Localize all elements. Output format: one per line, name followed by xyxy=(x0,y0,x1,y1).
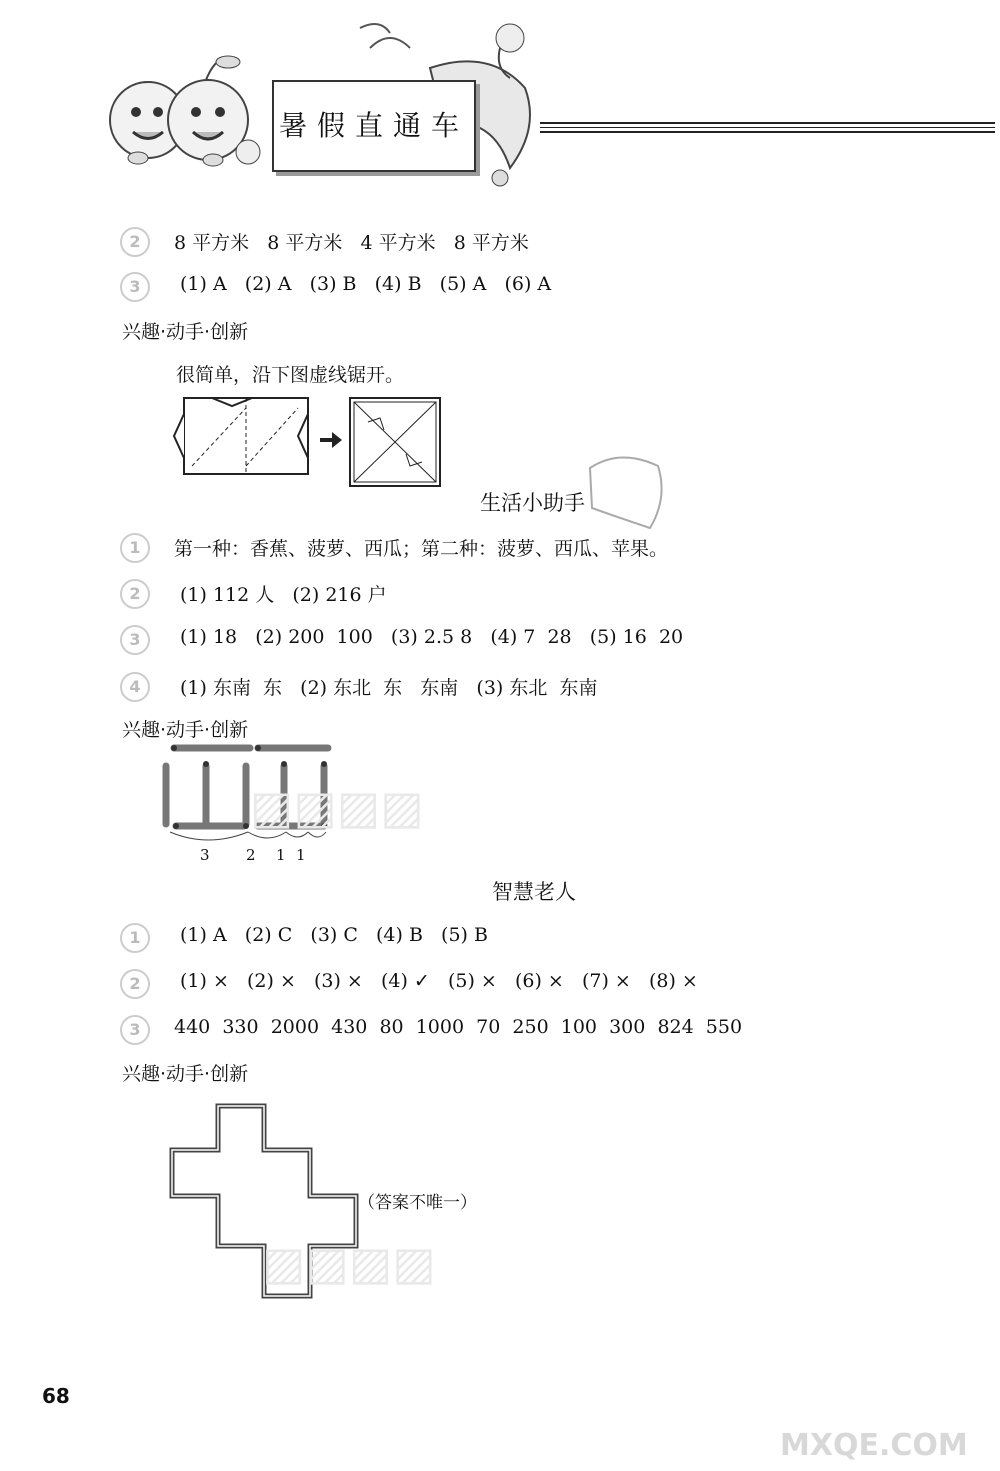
item-number-badge: 4 xyxy=(120,672,150,702)
section-subtitle: 兴趣·动手·创新 xyxy=(122,719,249,741)
figure-label: 2 xyxy=(246,846,256,864)
answer-note: （答案不唯一） xyxy=(358,1193,477,1213)
answer-line: (1) 东南 东 (2) 东北 东 东南 (3) 东北 东南 xyxy=(180,677,598,699)
section-title: 智慧老人 xyxy=(492,880,576,904)
header-title: 暑假直通车 xyxy=(278,109,469,142)
section-title: 生活小助手 xyxy=(480,491,585,515)
instruction-text: 很简单，沿下图虚线锯开。 xyxy=(176,364,405,386)
item-number-badge: 3 xyxy=(120,625,150,655)
section-subtitle: 兴趣·动手·创新 xyxy=(122,1063,249,1085)
figure-label: 1 xyxy=(296,846,306,864)
stamp-graphic xyxy=(580,448,670,532)
answer-line: (1) A (2) C (3) C (4) B (5) B xyxy=(180,924,488,946)
figure-label: 1 xyxy=(276,846,286,864)
header-box xyxy=(272,80,476,172)
item-number-badge: 3 xyxy=(120,272,150,302)
answer-line: (1) 18 (2) 200 100 (3) 2.5 8 (4) 7 28 (5) 16 20 xyxy=(180,626,684,648)
answer-line: 440 330 2000 430 80 1000 70 250 100 300 824 550 xyxy=(174,1016,743,1038)
item-number-badge: 2 xyxy=(120,579,150,609)
item-number-badge: 1 xyxy=(120,923,150,953)
watermark-text: MXQE.COM xyxy=(780,1428,968,1463)
item-number-badge: 3 xyxy=(120,1015,150,1045)
watermark-stamp: ▨▨▨▨ xyxy=(262,1236,436,1290)
answer-line: 第一种：香蕉、菠萝、西瓜；第二种：菠萝、西瓜、苹果。 xyxy=(174,538,669,560)
watermark-stamp: ▨▨▨▨ xyxy=(250,780,424,834)
page-number: 68 xyxy=(42,1384,70,1408)
header-rule xyxy=(540,122,995,124)
answer-line: (1) × (2) × (3) × (4) ✓ (5) × (6) × (7) × (8) × xyxy=(180,970,698,992)
item-number-badge: 1 xyxy=(120,533,150,563)
figure-label: 3 xyxy=(200,846,210,864)
header-mascots xyxy=(88,40,268,170)
answer-line: (1) 112 人 (2) 216 户 xyxy=(180,584,387,606)
header-rule-2 xyxy=(540,127,995,128)
cut-diagram xyxy=(172,396,452,488)
answer-line: (1) A (2) A (3) B (4) B (5) A (6) A xyxy=(180,273,552,295)
answer-line: 8 平方米 8 平方米 4 平方米 8 平方米 xyxy=(174,232,529,254)
header-rule-3 xyxy=(540,131,995,133)
item-number-badge: 2 xyxy=(120,227,150,257)
section-subtitle: 兴趣·动手·创新 xyxy=(122,321,249,343)
item-number-badge: 2 xyxy=(120,969,150,999)
